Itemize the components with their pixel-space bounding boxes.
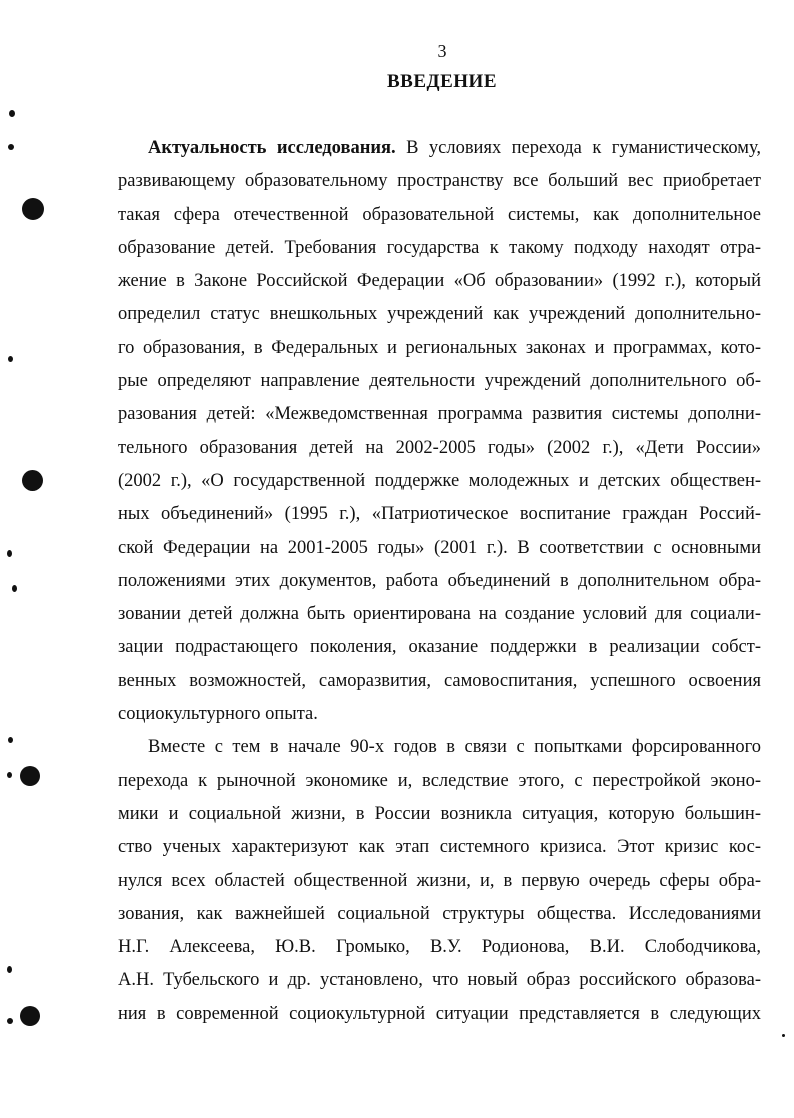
page-title: ВВЕДЕНИЕ (387, 71, 497, 92)
paragraph-1-line-1 (118, 132, 761, 165)
paragraph-2-line: ния в современной социокультурной ситуации представляется в следующих (118, 1003, 761, 1024)
paragraph-2-line: ство ученых характеризуют как этап системного кризиса. Этот кризис кос- (118, 837, 761, 858)
paragraph-1-line: разования детей: «Межведомственная программа развития системы дополни- (118, 404, 761, 425)
binder-hole-dot (12, 585, 17, 592)
scan-speck (782, 1034, 785, 1037)
binder-hole-dot (7, 772, 12, 778)
paragraph-1-line: развивающему образовательному пространству все больший вес приобретает (118, 171, 761, 192)
binder-hole-dot (9, 110, 15, 117)
paragraph-1-line: (2002 г.), «О государственной поддержке молодежных и детских обществен- (118, 470, 761, 491)
paragraph-1-line: тельного образования детей на 2002-2005 годы» (2002 г.), «Дети России» (118, 437, 761, 458)
binder-hole (22, 470, 43, 491)
paragraph-1-lead: Актуальность исследования. (148, 138, 396, 158)
paragraph-2-line: А.Н. Тубельского и др. установлено, что новый образ российского образова- (118, 970, 761, 991)
binder-hole (20, 1006, 40, 1026)
binder-hole-dot (8, 737, 13, 743)
paragraph-2-line: нулся всех областей общественной жизни, и, в первую очередь сферы обра- (118, 870, 761, 891)
paragraph-1-line: зовании детей должна быть ориентирована на создание условий для социали- (118, 604, 761, 625)
page-number: 3 (437, 41, 447, 61)
paragraph-1-line: зации подрастающего поколения, оказание поддержки в реализации собст- (118, 637, 761, 658)
binder-hole-dot (7, 966, 12, 973)
paragraph-1-line: жение в Законе Российской Федерации «Об образовании» (1992 г.), который (118, 271, 761, 292)
binder-hole-dot (7, 1018, 13, 1024)
paragraph-1-line: положениями этих документов, работа объединений в дополнительном обра- (118, 570, 761, 591)
paragraph-2-line: мики и социальной жизни, в России возникла ситуация, которую большин- (118, 803, 761, 824)
paragraph-1-line: венных возможностей, саморазвития, самовоспитания, успешного освоения (118, 670, 761, 691)
binder-hole-dot (8, 356, 13, 362)
binder-hole (22, 198, 44, 220)
binder-hole-dot (7, 550, 12, 557)
paragraph-1-line: ской Федерации на 2001-2005 годы» (2001 г.). В соответствии с основными (118, 537, 761, 558)
paragraph-2-line: зования, как важнейшей социальной структуры общества. Исследованиями (118, 903, 761, 924)
paragraph-1-line: го образования, в Федеральных и региональных законах и программах, кото- (118, 337, 761, 358)
paragraph-1-line: определил статус внешкольных учреждений как учреждений дополнительно- (118, 304, 761, 325)
document-body (118, 132, 761, 1031)
paragraph-2-line: перехода к рыночной экономике и, вследствие этого, с перестройкой эконо- (118, 770, 761, 791)
paragraph-1-line-1-text: В условиях перехода к гуманистическому, (395, 138, 761, 158)
paragraph-2-line: Вместе с тем в начале 90-х годов в связи с попытками форсированного (148, 737, 761, 758)
paragraph-1-line: социокультурного опыта. (118, 704, 318, 725)
binder-hole (20, 766, 40, 786)
binder-hole-dot (8, 144, 14, 150)
paragraph-2-line: Н.Г. Алексеева, Ю.В. Громыко, В.У. Родионова, В.И. Слободчикова, (118, 937, 761, 958)
paragraph-1-line: образование детей. Требования государства к такому подходу находят отра- (118, 237, 761, 258)
paragraph-1-line: ных объединений» (1995 г.), «Патриотическое воспитание граждан Россий- (118, 504, 761, 525)
paragraph-1-line: такая сфера отечественной образовательной системы, как дополнительное (118, 204, 761, 225)
paragraph-1-line: рые определяют направление деятельности учреждений дополнительного об- (118, 371, 761, 392)
